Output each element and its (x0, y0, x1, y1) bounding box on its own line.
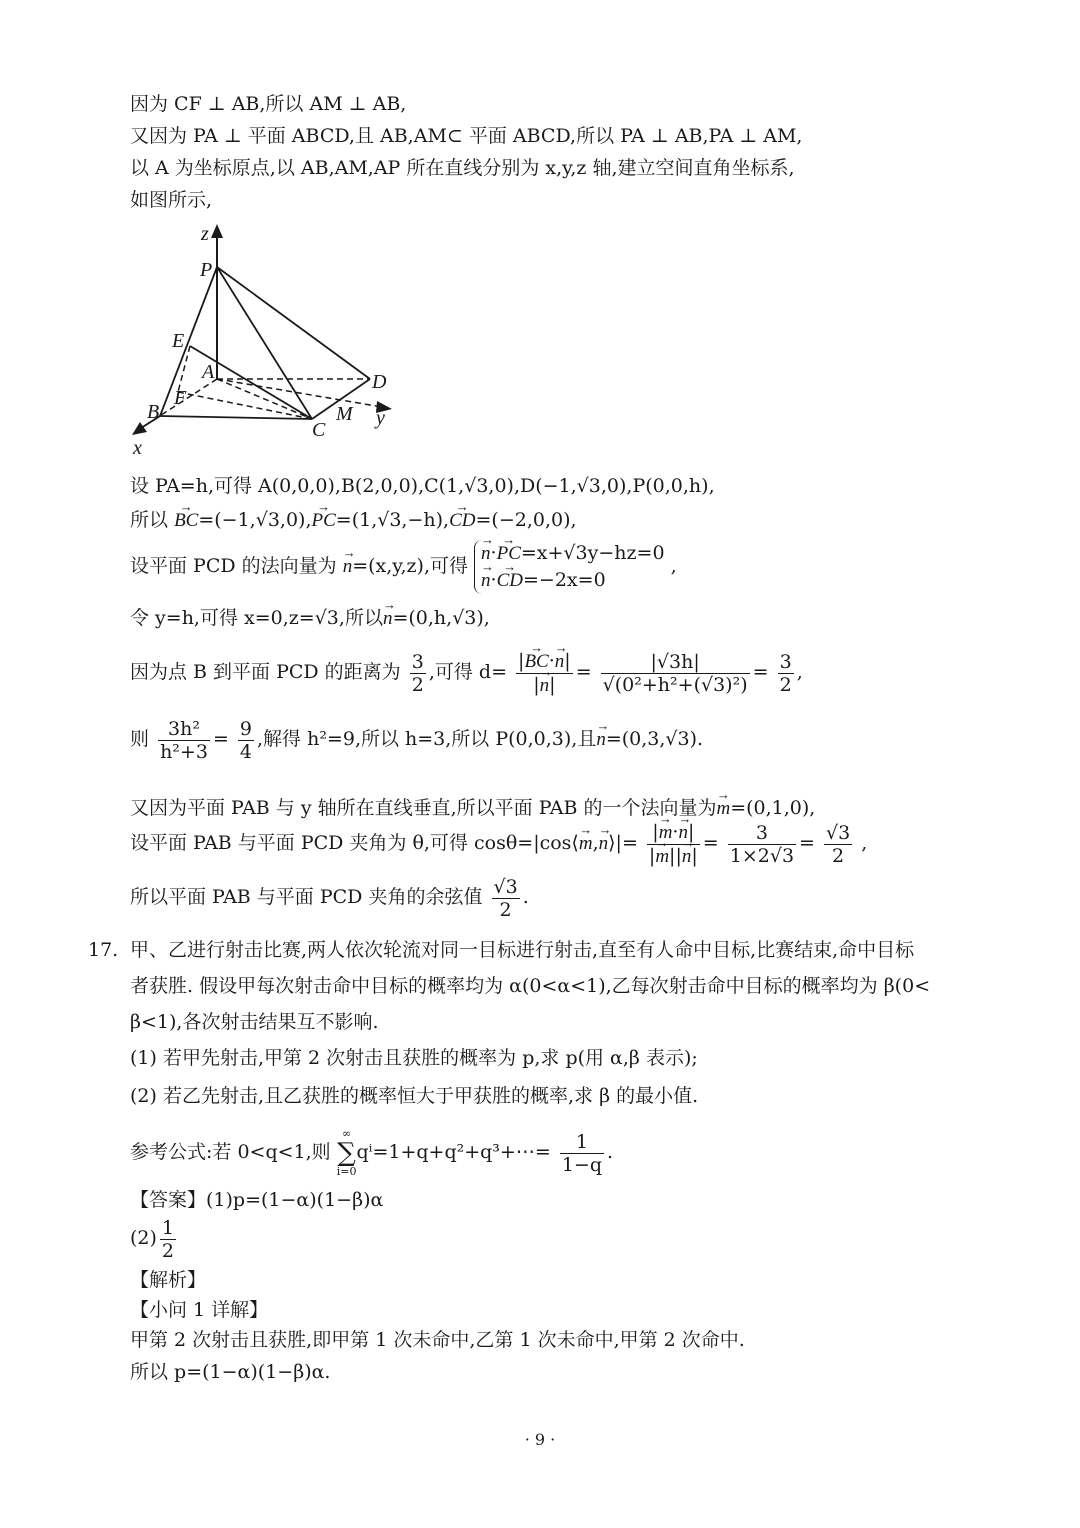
pab-line: 又因为平面 PAB 与 y 轴所在直线垂直,所以平面 PAB 的一个法向量为→ m=(0,1,0), (130, 794, 815, 823)
y-axis (217, 379, 382, 407)
normal-line: 设平面 PCD 的法向量为 → n=(x,y,z),可得 → n·→ PC=x+√3y−hz=0 → n·→ CD=−2x=0 , (130, 538, 677, 595)
edge-BC (160, 416, 312, 419)
solution-line-2: 又因为 PA ⊥ 平面 ABCD,且 AB,AM⊂ 平面 ABCD,所以 PA ⊥ AB,PA ⊥ AM, (130, 125, 803, 147)
label-x: x (133, 437, 142, 459)
vec-CD: → CD (449, 507, 475, 535)
solution-line-1: 因为 CF ⊥ AB,所以 AM ⊥ AB, (130, 93, 407, 115)
solution-line-4: 如图所示, (130, 189, 213, 211)
label-B: B (147, 401, 160, 423)
label-z: z (201, 223, 209, 245)
page-number: · 9 · (524, 1430, 556, 1449)
label-P: P (200, 259, 213, 281)
cos-line: 设平面 PAB 与平面 PCD 夹角为 θ,可得 cosθ=|cos⟨→ m,→ n⟩|= $\frac{|\to m\cdot\to n|}{|\to m||\to n|}$ = $\frac{3}{1\times 2√3}$ = $\frac{√3}{2}$ , (130, 808, 867, 879)
reference-formula: 参考公式:若 0<q<1,则 ∞ ∑ i=0 qⁱ=1+q+q²+q³+⋯= $\frac{1}{1-q}$ . (130, 1127, 614, 1178)
answer-1: 【答案】(1)p=(1−α)(1−β)α (130, 1189, 384, 1211)
solution-line-3: 以 A 为坐标原点,以 AB,AM,AP 所在直线分别为 x,y,z 轴,建立空间直角坐标系, (130, 157, 795, 179)
coordinate-figure (120, 222, 410, 462)
solution-17-line-2: 所以 p=(1−α)(1−β)α. (130, 1361, 331, 1383)
label-E: E (172, 330, 185, 352)
problem-17-line-1: 甲、乙进行射击比赛,两人依次轮流对同一目标进行射击,直至有人命中目标,比赛结束,命中目标 (130, 939, 915, 961)
label-M: M (336, 403, 353, 425)
label-D: D (372, 371, 387, 393)
distance-line: 因为点 B 到平面 PCD 的距离为 $\frac{3}{2}$ ,可得 d= $\frac{|\to BC\cdot\to n|}{|\to n|}$ = $\frac{|√3h|}{\text{√(0²+h²+(√3)²)}}$ = $\frac{3}{2}$ , (130, 636, 803, 708)
equation-system: → n·→ PC=x+√3y−hz=0 → n·→ CD=−2x=0 (474, 540, 665, 594)
vectors-line: 所以 → BC=(−1,√3,0),→ PC=(1,√3,−h),→ CD=(−2,0,0), (130, 506, 577, 535)
answer-2: (2) $\frac{1}{2}$ (130, 1216, 175, 1262)
problem-17-line-3: β<1),各次射击结果互不影响. (130, 1011, 379, 1033)
vec-BC: → BC (174, 507, 198, 535)
problem-17-number: 17. (88, 939, 119, 961)
solution-17-line-1: 甲第 2 次射击且获胜,即甲第 1 次未命中,乙第 1 次未命中,甲第 2 次命中. (130, 1329, 745, 1351)
vec-m: → m (716, 795, 730, 823)
label-C: C (312, 419, 326, 441)
label-A: A (202, 361, 215, 383)
label-y: y (376, 407, 385, 429)
let-line: 令 y=h,可得 x=0,z=√3,所以→ n=(0,h,√3), (130, 604, 490, 633)
x-arrow (132, 422, 147, 435)
label-F: F (174, 387, 187, 409)
z-arrow (211, 224, 223, 238)
solve-line: 则 $\frac{\text{3h²}}{\text{h²+3}}$ = $\frac{9}{4}$ ,解得 h²=9,所以 h=3,所以 P(0,0,3),且→ n=(0,3,√3). (130, 712, 703, 767)
sum-symbol: ∞ ∑ i=0 (336, 1127, 357, 1178)
edge-PD (217, 267, 370, 379)
subquestion-1-heading: 【小问 1 详解】 (130, 1299, 269, 1321)
edge-FC (178, 392, 312, 419)
problem-17-question-1: (1) 若甲先射击,甲第 2 次射击且获胜的概率为 p,求 p(用 α,β 表示); (130, 1047, 698, 1069)
coords-line: 设 PA=h,可得 A(0,0,0),B(2,0,0),C(1,√3,0),D(−1,√3,0),P(0,0,h), (130, 475, 715, 497)
edge-AC (217, 379, 312, 419)
analysis-heading: 【解析】 (130, 1269, 207, 1291)
vec-PC: → PC (312, 507, 336, 535)
edge-PC (217, 267, 312, 419)
final-line: 所以平面 PAB 与平面 PCD 夹角的余弦值 $\frac{√3}{2}$ . (130, 875, 529, 921)
vec-n: → n (343, 539, 353, 595)
problem-17-question-2: (2) 若乙先射击,且乙获胜的概率恒大于甲获胜的概率,求 β 的最小值. (130, 1085, 699, 1107)
problem-17-line-2: 者获胜. 假设甲每次射击命中目标的概率均为 α(0<α<1),乙每次射击命中目标的概率均为 β(0< (130, 975, 931, 997)
